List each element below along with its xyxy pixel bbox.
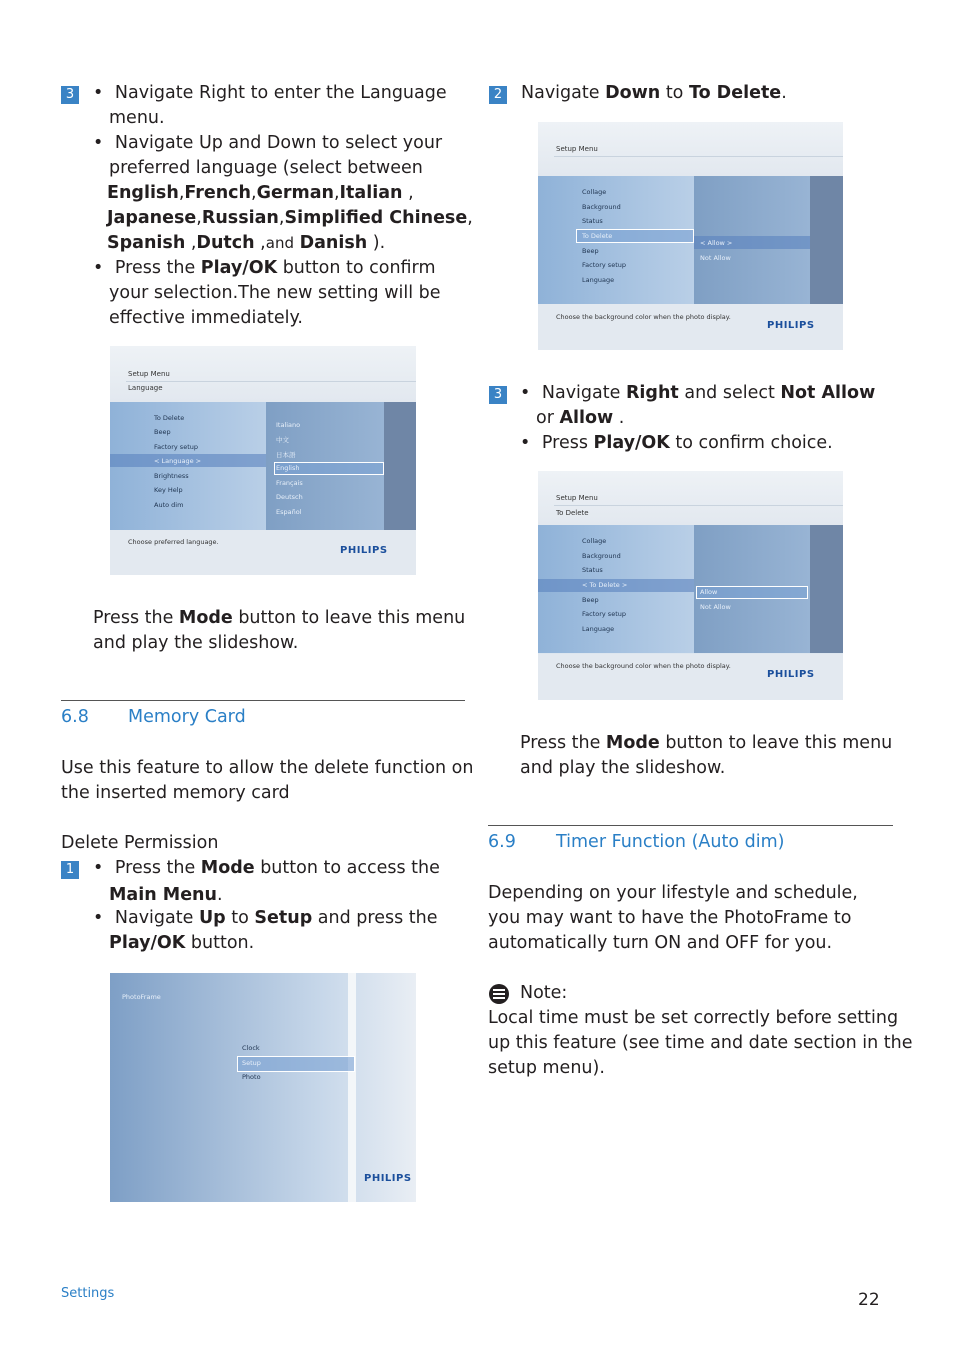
note-text: up this feature (see time and date section in the (488, 1033, 913, 1053)
philips-logo: PHILIPS (364, 1173, 412, 1184)
note-text: setup menu). (488, 1058, 605, 1078)
body-text: automatically turn ON and OFF for you. (488, 933, 833, 953)
to-delete-screenshot: Setup Menu Collage Background Status To Delete Beep Factory setup Language < Allow > Not Allow Choose the background color when the photo display. PHILIPS (538, 122, 843, 350)
bullet-text: • Navigate Up and Down to select your (93, 133, 443, 153)
bullet-text: preferred language (select between (109, 158, 423, 178)
bullet-text: your selection.The new setting will be (109, 283, 441, 303)
body-text: Press the Mode button to leave this menu (520, 733, 893, 753)
bullet-text: effective immediately. (109, 308, 303, 328)
bullet-text: menu. (109, 108, 165, 128)
bullet-text: • Navigate Right to enter the Language (93, 83, 447, 103)
note-label: Note: (520, 983, 568, 1003)
bullet-text: • Press the Mode button to access the (93, 858, 440, 878)
page-number: 22 (858, 1290, 880, 1310)
body-text: Depending on your lifestyle and schedule, (488, 883, 858, 903)
section-title: Timer Function (Auto dim) (556, 832, 785, 852)
step-number-badge: 1 (61, 861, 79, 879)
step-number-badge: 2 (489, 86, 507, 104)
section-number: 6.8 (61, 707, 89, 727)
note-icon (489, 984, 509, 1004)
body-text: Navigate Down to To Delete. (521, 83, 787, 103)
note-text: Local time must be set correctly before setting (488, 1008, 899, 1028)
body-text: and play the slideshow. (93, 633, 299, 653)
philips-logo: PHILIPS (340, 545, 388, 556)
section-divider (488, 825, 893, 826)
body-text: the inserted memory card (61, 783, 290, 803)
section-title: Memory Card (128, 707, 246, 727)
step-number-badge: 3 (61, 86, 79, 104)
philips-logo: PHILIPS (767, 320, 815, 331)
language-list: English,French,German,Italian , (107, 183, 414, 203)
language-list: Spanish ,Dutch ,and Danish ). (107, 233, 386, 253)
bullet-text: or Allow . (536, 408, 625, 428)
language-list: Japanese,Russian,Simplified Chinese, (107, 208, 473, 228)
subheading: Delete Permission (61, 833, 219, 853)
bullet-text: • Press the Play/OK button to confirm (93, 258, 436, 278)
section-number: 6.9 (488, 832, 516, 852)
footer-section-name: Settings (61, 1286, 115, 1301)
section-divider (61, 700, 465, 701)
bullet-text: • Navigate Up to Setup and press the (93, 908, 438, 928)
bullet-text: • Press Play/OK to confirm choice. (520, 433, 833, 453)
bullet-text: Main Menu. (109, 885, 223, 905)
body-text: Use this feature to allow the delete function on (61, 758, 474, 778)
step-number-badge: 3 (489, 386, 507, 404)
bullet-text: Play/OK button. (109, 933, 255, 953)
main-menu-screenshot: PhotoFrame Clock Setup Photo PHILIPS (110, 973, 416, 1202)
bullet-text: • Navigate Right and select Not Allow (520, 383, 876, 403)
body-text: and play the slideshow. (520, 758, 726, 778)
philips-logo: PHILIPS (767, 669, 815, 680)
allow-screenshot: Setup Menu To Delete Collage Background Status < To Delete > Beep Factory setup Language Allow Not Allow Choose the background color when the photo display. PHILIPS (538, 471, 843, 700)
language-menu-screenshot: Setup Menu Language To Delete Beep Factory setup < Language > Brightness Key Help Auto dim Italiano 中文 日本語 English Français Deutsch Español Choose preferred language. PHILIPS (110, 346, 416, 575)
body-text: Press the Mode button to leave this menu (93, 608, 466, 628)
body-text: you may want to have the PhotoFrame to (488, 908, 852, 928)
